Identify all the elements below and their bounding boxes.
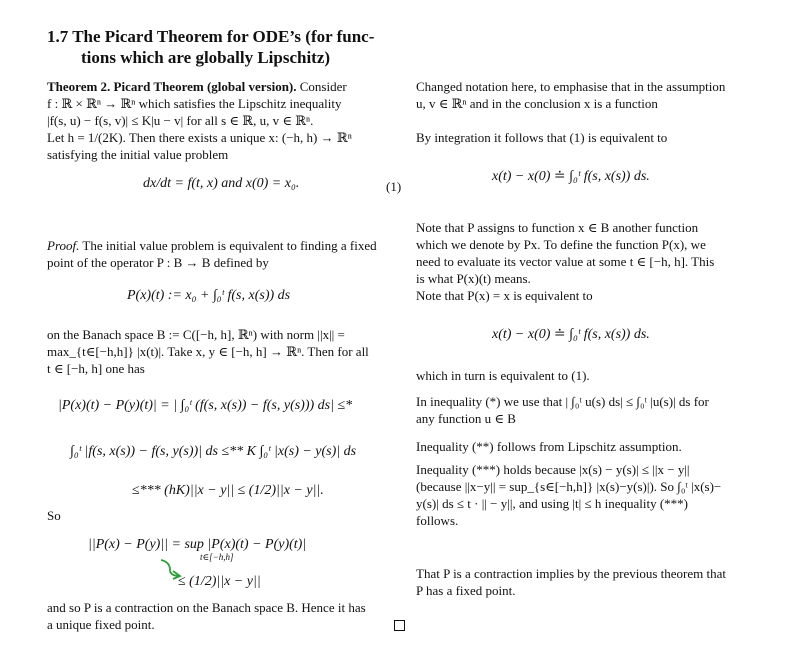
sup-subscript: t∈[−h,h] bbox=[200, 552, 234, 562]
star1-line1: In inequality (*) we use that | ∫₀ᵗ u(s) ds| ≤ ∫₀ᵗ |u(s)| ds for bbox=[416, 394, 709, 409]
integral-equation-a: x(t) − x(0) ≐ ∫₀ᵗ f(s, x(s)) ds. bbox=[492, 169, 650, 184]
proof-line2: point of the operator P : B → B defined by bbox=[47, 255, 269, 270]
star1-line2: any function u ∈ B bbox=[416, 411, 516, 426]
qed-box-icon bbox=[394, 620, 405, 631]
banach-line1: on the Banach space B := C([−h, h], ℝⁿ) with norm ||x|| = bbox=[47, 327, 345, 342]
theorem-line4: Let h = 1/(2K). Then there exists a unique x: (−h, h) → ℝⁿ bbox=[47, 130, 352, 145]
note2-line1: Note that P assigns to function x ∈ B another function bbox=[416, 220, 699, 235]
in-turn-line: which in turn is equivalent to (1). bbox=[416, 368, 590, 383]
contraction-line1: That P is a contraction implies by the previous theorem that bbox=[416, 566, 727, 581]
so-word: So bbox=[47, 508, 61, 523]
note1-line1: Changed notation here, to emphasise that in the assumption bbox=[416, 79, 726, 94]
section-title-line2: tions which are globally Lipschitz) bbox=[81, 48, 331, 67]
half-bound-line: ≤ (1/2)||x − y|| bbox=[178, 574, 261, 589]
integration-line: By integration it follows that (1) is equivalent to bbox=[416, 130, 668, 145]
star2-line: Inequality (**) follows from Lipschitz assumption. bbox=[416, 439, 682, 454]
equation-1: dx/dt = f(t, x) and x(0) = x₀. bbox=[143, 176, 300, 191]
sup-norm-line: ||P(x) − P(y)|| = sup |P(x)(t) − P(y)(t)| bbox=[88, 537, 307, 552]
inequality-line2: ∫₀ᵗ |f(s, x(s)) − f(s, y(s))| ds ≤** K ∫₀ᵗ |x(s) − y(s)| ds bbox=[70, 444, 357, 459]
theorem-line2: f : ℝ × ℝⁿ → ℝⁿ which satisfies the Lipschitz inequality bbox=[47, 96, 342, 111]
banach-line3: t ∈ [−h, h] one has bbox=[47, 361, 145, 376]
note2-line3: need to evaluate its vector value at some t ∈ [−h, h]. This bbox=[416, 254, 715, 269]
proof-line1: Proof. The initial value problem is equivalent to finding a fixed bbox=[47, 238, 377, 253]
note2-line4: is what P(x)(t) means. bbox=[416, 271, 531, 286]
section-title-line1: 1.7 The Picard Theorem for ODE’s (for func- bbox=[47, 27, 375, 46]
inequality-line3: ≤*** (hK)||x − y|| ≤ (1/2)||x − y||. bbox=[132, 483, 324, 498]
contraction-line2: P has a fixed point. bbox=[416, 583, 516, 598]
conclusion-line1: and so P is a contraction on the Banach space B. Hence it has bbox=[47, 600, 366, 615]
equation-1-tag: (1) bbox=[386, 179, 402, 194]
proof-heading: Proof. bbox=[47, 238, 80, 253]
note2-line5: Note that P(x) = x is equivalent to bbox=[416, 288, 593, 303]
integral-equation-b: x(t) − x(0) ≐ ∫₀ᵗ f(s, x(s)) ds. bbox=[492, 327, 650, 342]
star3-line1: Inequality (***) holds because |x(s) − y(s)| ≤ ||x − y|| bbox=[416, 462, 690, 477]
star3-line4: follows. bbox=[416, 513, 459, 528]
inequality-line1: |P(x)(t) − P(y)(t)| = | ∫₀ᵗ (f(s, x(s)) − f(s, y(s))) ds| ≤* bbox=[58, 398, 353, 413]
theorem-line5: satisfying the initial value problem bbox=[47, 147, 229, 162]
theorem-line1: Theorem 2. Picard Theorem (global version). Consider bbox=[47, 79, 347, 94]
note1-line2: u, v ∈ ℝⁿ and in the conclusion x is a function bbox=[416, 96, 658, 111]
theorem-line3: |f(s, u) − f(s, v)| ≤ K|u − v| for all s ∈ ℝ, u, v ∈ ℝⁿ. bbox=[47, 113, 314, 128]
conclusion-line2: a unique fixed point. bbox=[47, 617, 155, 632]
star3-line3: y(s)| ds ≤ t · || − y||, and using |t| ≤ h inequality (***) bbox=[416, 496, 688, 511]
star3-line2: (because ||x−y|| = sup_{s∈[−h,h]} |x(s)−y(s)|). So ∫₀ᵗ |x(s)− bbox=[416, 479, 722, 494]
note2-line2: which we denote by Px. To define the function P(x), we bbox=[416, 237, 706, 252]
banach-line2: max_{t∈[−h,h]} |x(t)|. Take x, y ∈ [−h, h] → ℝⁿ. Then for all bbox=[47, 344, 369, 359]
operator-definition: P(x)(t) := x₀ + ∫₀ᵗ f(s, x(s)) ds bbox=[127, 288, 291, 303]
theorem-heading: Theorem 2. Picard Theorem (global version). bbox=[47, 79, 297, 94]
